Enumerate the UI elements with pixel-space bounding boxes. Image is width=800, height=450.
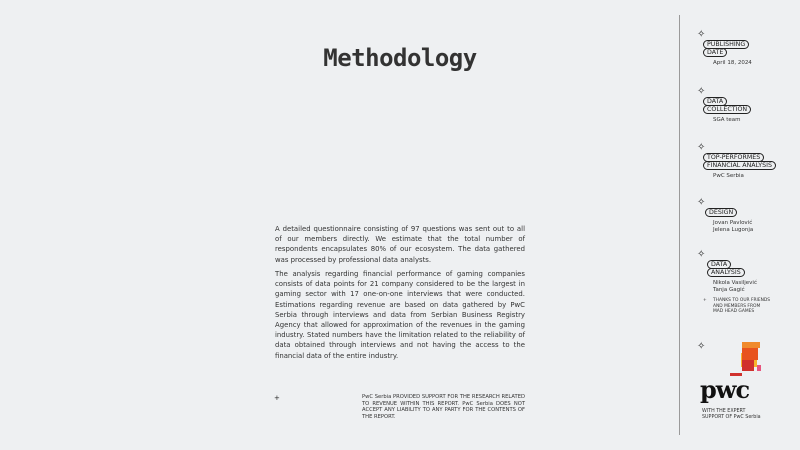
note-line: WITH THE EXPERT (702, 409, 746, 414)
sparkle-icon: ✧ (697, 249, 706, 260)
methodology-paragraph-2: The analysis regarding financial performance of gaming companies consists of data points for 21 company considered to be the largest in gaming sector with 17 one-on-one interviews that were conducted. Estimations regarding revenue are based on data gathered by PwC Serbia through interviews and data from Serbian Business Registry Agency that allowed for approximation of the revenues in the gaming industry. Stated numbers have the limitation related to the reliability of data obtained through interviews and not having the access to the financial data of the entire industry. (275, 270, 525, 360)
tag: DESIGN (705, 208, 737, 217)
section-value: April 18, 2024 (713, 60, 752, 66)
thanks-line: THANKS TO OUR FRIENDS (713, 298, 771, 303)
plus-icon: + (703, 298, 707, 303)
methodology-paragraph-1: A detailed questionnaire consisting of 97 questions was sent out to all of our members directly. We estimate that the total number of respondents encapsulates 80% of our ecosystem. The data gathered was processed by professional data analysts. (275, 225, 525, 264)
tag: COLLECTION (703, 105, 751, 114)
thanks-note (703, 298, 771, 315)
note-line: SUPPORT OF PwC Serbia (702, 415, 761, 420)
pwc-logo-mark (692, 342, 772, 378)
sparkle-icon: ✧ (697, 197, 706, 208)
sparkle-icon: ✧ (697, 86, 706, 97)
tag: TOP-PERFORMES (703, 153, 764, 162)
sidebar-section-data-collection (697, 87, 751, 124)
tag: DATE (703, 48, 727, 57)
tag: DATA (703, 97, 727, 106)
tag: PUBLISHING (703, 40, 749, 49)
section-value: Jovan Pavlović (713, 220, 753, 226)
sidebar-section-financial-analysis (697, 143, 776, 180)
sidebar-section-data-analysis (697, 250, 770, 315)
sparkle-icon: ✧ (697, 341, 706, 352)
sidebar-section-publishing-date (697, 30, 752, 67)
page-title: Methodology (323, 44, 477, 72)
pwc-support-note (702, 409, 761, 421)
sparkle-icon: ✧ (697, 142, 706, 153)
section-value: PwC Serbia (713, 173, 744, 179)
section-value: Jelena Lugonja (713, 227, 754, 233)
tag: DATA (707, 260, 731, 269)
section-value: Nikola Vasiljević (713, 280, 757, 286)
thanks-line: MAD HEAD GAMES (713, 309, 755, 315)
pwc-logo: pwc (700, 375, 750, 404)
footnote-text: PwC Serbia PROVIDED SUPPORT FOR THE RESEARCH RELATED TO REVENUE WITHIN THIS REPORT. PwC Serbia DOES NOT ACCEPT ANY LIABILITY TO ANY PARTY FOR THE CONTENTS OF THE REPORT. (362, 394, 525, 420)
section-value: SGA team (713, 117, 741, 123)
section-value: Tanja Gagić (713, 287, 745, 293)
tag: FINANCIAL ANALYSIS (703, 161, 776, 170)
thanks-line: AND MEMBERS FROM (713, 303, 761, 309)
sidebar-section-design (697, 198, 753, 234)
divider (679, 15, 680, 435)
footnote-marker: + (274, 394, 280, 402)
sparkle-icon: ✧ (697, 29, 706, 40)
tag: ANALYSIS (707, 268, 745, 277)
